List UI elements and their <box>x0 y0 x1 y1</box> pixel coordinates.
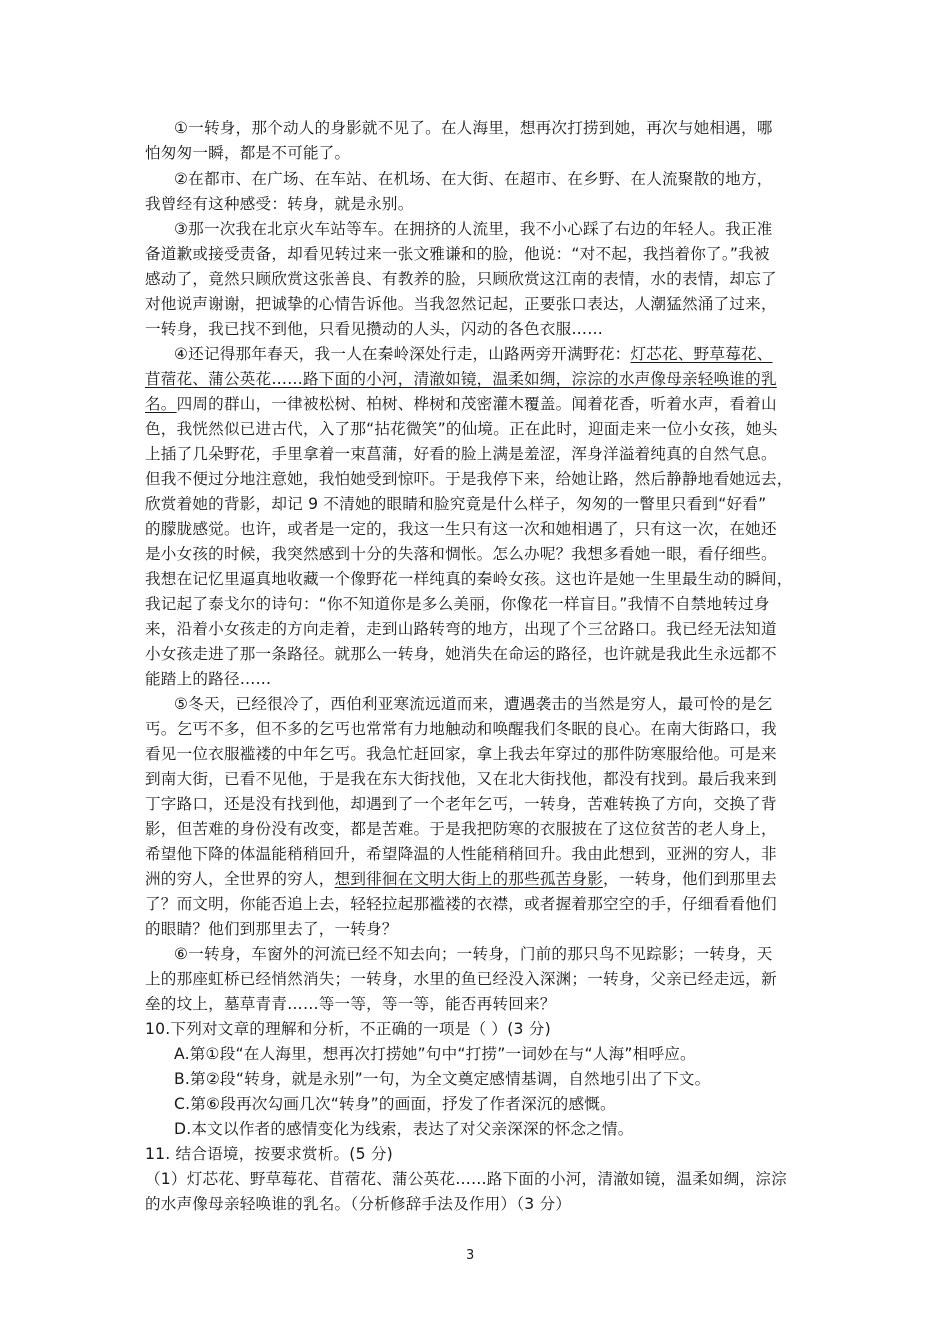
passage-line: ③那一次我在北京火车站等车。在拥挤的人流里，我不小心踩了右边的年轻人。我正准 <box>174 220 773 238</box>
passage-line: 我记起了泰戈尔的诗句：“你不知道你是多么美丽，你像花一样盲目。”我情不自禁地转过身 <box>145 595 770 613</box>
passage-line <box>145 394 777 414</box>
passage-line: 一转身，我已找不到他，只看见攒动的人头，闪动的各色衣服…… <box>145 320 604 338</box>
passage-line <box>174 344 773 364</box>
passage-line: 影，但苦难的身份没有改变，都是苦难。于是我把防寒的衣服披在了这位贫苦的老人身上， <box>145 820 777 838</box>
option-a: A.第①段“在人海里，想再次打捞她”句中“打捞”一词妙在与“人海”相呼应。 <box>174 1045 696 1063</box>
question-11-stem: 11. 结合语境，按要求赏析。(5 分) <box>145 1145 393 1163</box>
passage-line: ⑤冬天，已经很冷了，西伯利亚寒流远道而来，遭遇袭击的当然是穷人，最可怜的是乞 <box>174 695 773 713</box>
passage-line: ①一转身，那个动人的身影就不见了。在人海里，想再次打捞到她，再次与她相遇，哪 <box>174 119 773 137</box>
question-11-sub1: 的水声像母亲轻唤谁的乳名。（分析修辞手法及作用）（3 分） <box>145 1195 572 1213</box>
passage-line: 但我不便过分地注意她，我怕她受到惊吓。于是我停下来，给她让路，然后静静地看她远去， <box>145 470 793 488</box>
question-10-stem: 10.下列对文章的理解和分析，不正确的一项是（ ）(3 分) <box>145 1020 551 1038</box>
passage-line: 小女孩走进了那一条路径。就那么一转身，她消失在命运的路径，也许就是我此生永远都不 <box>145 645 777 663</box>
passage-line: ⑥一转身，车窗外的河流已经不知去向；一转身，门前的那只鸟不见踪影；一转身，天 <box>174 945 773 963</box>
passage-line: 备道歉或接受责备，却看见转过来一张文雅谦和的脸，他说：“对不起，我挡着你了。”我被 <box>145 245 770 263</box>
passage-line: 感动了，竟然只顾欣赏这张善良、有教养的脸，只顾欣赏这江南的表情，水的表情，却忘了 <box>145 270 777 288</box>
passage-line: 垒的坟上，墓草青青……等一等，等一等，能否再转回来？ <box>145 995 556 1013</box>
underlined-excerpt: 想到徘徊在文明大街上的那些孤苦身影 <box>334 870 604 888</box>
passage-line: 色，我恍然似已进古代，入了那“拈花微笑”的仙境。正在此时，迎面走来一位小女孩，她头 <box>145 420 778 438</box>
passage-line: 我曾经有这种感受：转身，就是永别。 <box>145 195 414 213</box>
passage-line: 上的那座虹桥已经悄然消失；一转身，水里的鱼已经没入深渊；一转身，父亲已经走远，新 <box>145 970 777 988</box>
passage-line: 上插了几朵野花，手里拿着一束菖蒲，好看的脸上满是羞涩，浑身洋溢着纯真的自然气息。 <box>145 445 777 463</box>
question-11-sub1: （1）灯芯花、野草莓花、苜蓿花、蒲公英花……路下面的小河，清澈如镜，温柔如绸，淙淙 <box>145 1170 787 1188</box>
passage-text: 四周的群山，一律被松树、柏树、桦树和茂密灌木覆盖。闻着花香，听着水声，看着山 <box>176 395 777 413</box>
underlined-excerpt: 苜蓿花、蒲公英花……路下面的小河，清澈如镜，温柔如绸，淙淙的水声像母亲轻唤谁的乳 <box>145 370 777 388</box>
passage-text: ④还记得那年春天，我一人在秦岭深处行走，山路两旁开满野花： <box>174 345 631 363</box>
passage-line: 丐。乞丐不多，但不多的乞丐也常常有力地触动和唤醒我们冬眠的良心。在南大街路口，我 <box>145 720 777 738</box>
passage-line: 欣赏着她的背影，却记 9 不清她的眼睛和脸究竟是什么样子，匆匆的一瞥里只看到“好看” <box>145 495 767 513</box>
underlined-excerpt: 名。 <box>145 395 177 413</box>
passage-line: 来，沿着小女孩走的方向走着，走到山路转弯的地方，出现了个三岔路口。我已经无法知道 <box>145 620 777 638</box>
passage-line: 怕匆匆一瞬，都是不可能了。 <box>145 144 351 162</box>
page-number: 3 <box>466 1248 475 1263</box>
passage-line: 希望他下降的体温能稍稍回升，希望降温的人性能稍稍回升。我由此想到，亚洲的穷人，非 <box>145 845 777 863</box>
option-c: C.第⑥段再次勾画几次“转身”的画面，抒发了作者深沉的感慨。 <box>174 1095 616 1113</box>
option-b: B.第②段“转身，就是永别”一句，为全文奠定感情基调，自然地引出了下文。 <box>174 1070 711 1088</box>
passage-text: ，一转身，他们到那里去 <box>603 870 777 888</box>
passage-line: 丁字路口，还是没有找到他，却遇到了一个老年乞丐，一转身，苦难转换了方向，交换了背 <box>145 795 777 813</box>
passage-line: 是小女孩的时候，我突然感到十分的失落和惆怅。怎么办呢？我想多看她一眼，看仔细些。 <box>145 545 777 563</box>
passage-line: 我想在记忆里逼真地收藏一个像野花一样纯真的秦岭女孩。这也许是她一生里最生动的瞬间， <box>145 570 793 588</box>
passage-line: 的朦胧感觉。也许，或者是一定的，我这一生只有这一次和她相遇了，只有这一次，在她还 <box>145 520 777 538</box>
passage-line: 能踏上的路径…… <box>145 670 272 688</box>
option-d: D.本文以作者的感情变化为线索，表达了对父亲深深的怀念之情。 <box>174 1120 634 1138</box>
underlined-excerpt: 灯芯花、野草莓花、 <box>630 345 773 363</box>
passage-text: 洲的穷人，全世界的穷人， <box>145 870 335 888</box>
passage-line: 对他说声谢谢，把诚挚的心情告诉他。当我忽然记起，正要张口表达，人潮猛然涌了过来， <box>145 295 777 313</box>
passage-line <box>145 869 777 889</box>
passage-line: ②在都市、在广场、在车站、在机场、在大街、在超市、在乡野、在人流聚散的地方， <box>174 170 773 188</box>
passage-line: 了？而文明，你能否追上去，轻轻拉起那褴褛的衣襟，或者握着那空空的手，仔细看看他们 <box>145 895 777 913</box>
passage-line: 看见一位衣服褴褛的中年乞丐。我急忙赶回家，拿上我去年穿过的那件防寒服给他。可是来 <box>145 745 777 763</box>
passage-line: 到南大街，已看不见他，于是我在东大街找他，又在北大街找他，都没有找到。最后我来到 <box>145 770 777 788</box>
passage-line: 的眼睛？他们到那里去了，一转身？ <box>145 920 398 938</box>
